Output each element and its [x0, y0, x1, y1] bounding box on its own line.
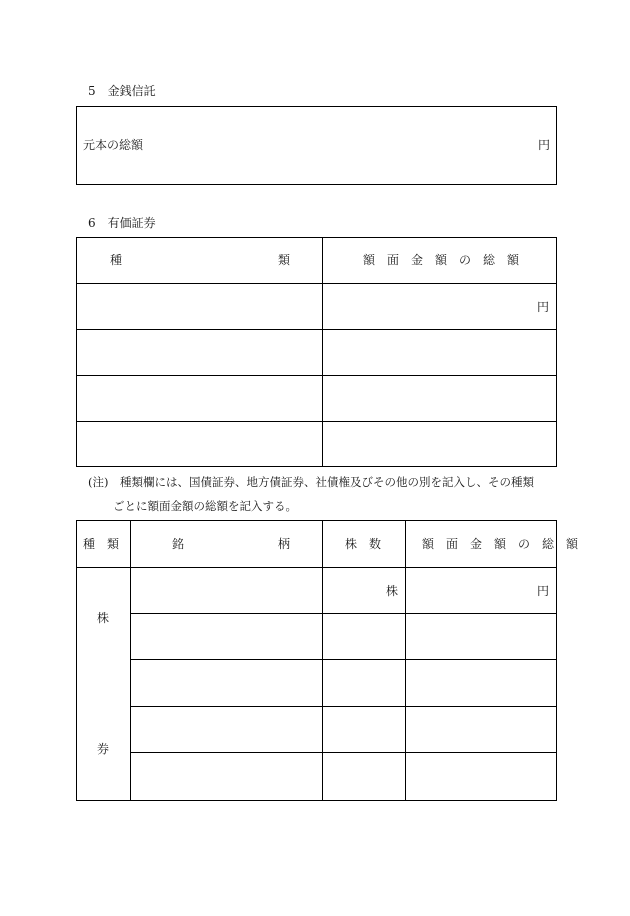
principal-total-label: 元本の総額 [83, 138, 144, 152]
securities-header-total: 額 面 金 額 の 総 額 [363, 253, 520, 267]
stock-header-brand-a: 銘 [172, 537, 185, 551]
securities-table [76, 237, 557, 467]
stock-col-divider [322, 520, 323, 801]
section6-title: 6 有価証券 [88, 216, 156, 230]
note-line-2: ごとに額面金額の総額を記入する。 [113, 499, 297, 513]
stock-header-type: 種 類 [83, 537, 120, 551]
stock-row-line [130, 659, 557, 660]
stock-col-divider [130, 520, 131, 801]
stock-row-line [130, 752, 557, 753]
stock-table [76, 520, 557, 801]
securities-row-line [76, 375, 557, 376]
stock-row-line [130, 613, 557, 614]
securities-row-line [76, 421, 557, 422]
securities-header-type-b: 類 [278, 253, 291, 267]
securities-row-line [76, 329, 557, 330]
stock-type-label-top: 株 [97, 611, 110, 625]
section5-title: 5 金銭信託 [88, 84, 156, 98]
stock-col-divider [405, 520, 406, 801]
stock-header-line [76, 567, 557, 568]
yen-unit: 円 [537, 138, 550, 152]
securities-yen-unit: 円 [537, 300, 550, 314]
stock-type-label-bottom: 券 [97, 742, 110, 756]
securities-col-divider [322, 237, 323, 467]
securities-header-type-a: 種 [110, 253, 123, 267]
stock-row-line [130, 706, 557, 707]
stock-header-shares: 株 数 [345, 537, 382, 551]
note-line-1: (注) 種類欄には、国債証券、地方債証券、社債権及びその他の別を記入し、その種類 [88, 475, 534, 489]
stock-yen-unit: 円 [537, 584, 550, 598]
shares-unit: 株 [386, 584, 399, 598]
securities-row-line [76, 283, 557, 284]
stock-header-total: 額 面 金 額 の 総 額 [422, 537, 579, 551]
money-trust-box [76, 106, 557, 185]
stock-header-brand-b: 柄 [278, 537, 291, 551]
